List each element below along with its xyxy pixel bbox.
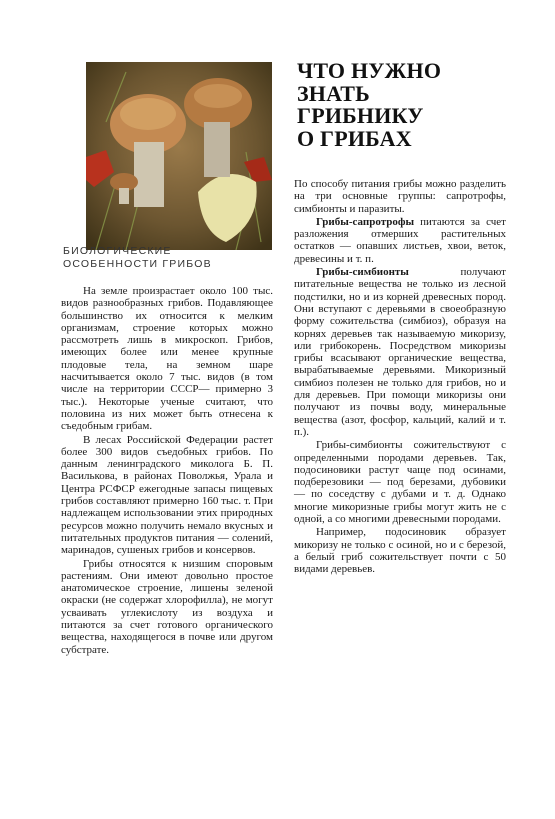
symbionts-text: получают питательные вещества не только из лесной подстилки, но и из корней древесных пород. Они вступают с деревьями в своеобразную форму сожительства (симбиоз), образуя на корнях деревьев так называемую микоризу, или грибокорень. Посредством микоризы грибы всасывают органические вещества, вырабатываемые деревьями. Микоризный симбиоз полезен не только для грибов, но и для деревьев. При помощи микоризы они получают из почвы воду, минеральные вещества (азот, фосфор, кальций, калий и т. п.). [294,266,506,438]
saprotrophs-text: питаются за счет разложения отмерших растительных остатков — опавших листьев, хвои, веток, древесины и т. п. [294,215,506,265]
paragraph: В лесах Российской Федерации растет более 300 видов съедобных грибов. По данным ленинградского миколога Б. П. Василькова, в районах Поволжья, Урала и Центра РСФСР ежегодные запасы пищевых грибов составляют примерно 160 тыс. т. При надлежащем использовании этих природных ресурсов можно получить немало вкусных и питательных продуктов питания — солений, маринадов, сушеных грибов и консервов. [61,433,273,557]
paragraph-symbionts [294,266,506,438]
title-line: ЧТО НУЖНО [297,58,442,83]
title-line: ГРИБНИКУ [297,103,424,128]
right-column [294,178,506,576]
paragraph: Грибы относятся к низшим споровым растениям. Они имеют довольно простое анатомическое строение, лишены зеленой окраски (не содержат хлорофилла), не могут усваивать углекислоту из воздуха и питаются за счет готового органического вещества, находящегося в почве или другом субстрате. [61,557,273,656]
paragraph-saprotrophs [294,216,506,265]
left-column [61,285,273,656]
caption-line: БИОЛОГИЧЕСКИЕ [63,245,172,257]
paragraph-intro: По способу питания грибы можно разделить на три основные группы: сапротрофы, симбионты и паразиты. [294,178,506,215]
article-title [297,60,441,150]
caption-line: ОСОБЕННОСТИ ГРИБОВ [63,258,212,270]
paragraph: Грибы-симбионты сожительствуют с определенными породами деревьев. Так, подосиновики растут чаще под осинами, подберезовики — под березами, дубовики — по соседству с дубами и т. д. Однако многие микоризные грибы могут жить не с одной, а со многими древесными породами. [294,439,506,526]
term-symbionts: Грибы-симбионты [316,266,409,279]
paragraph: На земле произрастает около 100 тыс. видов разнообразных грибов. Подавляющее большинство их относится к мелким организмам, строение которых можно рассмотреть лишь в микроскоп. Грибов, имеющих более или менее крупные плодовые тела, на земном шаре насчитывается около 7 тыс. видов (в том числе на территории СССР— примерно 3 тыс.). Некоторые ученые считают, что половина из них может быть отнесена к съедобным грибам. [61,285,273,433]
title-line: ЗНАТЬ [297,80,370,106]
paragraph: Например, подосиновик образует микоризу не только с осиной, но и с березой, а белый гриб сожительствует почти с 50 видами деревьев. [294,526,506,576]
photo-caption [63,245,278,271]
term-saprotrophs: Грибы-сапротрофы [316,215,415,228]
title-line: О ГРИБАХ [297,125,412,151]
mushroom-photo [86,62,272,250]
mushroom-illustration [86,62,272,250]
